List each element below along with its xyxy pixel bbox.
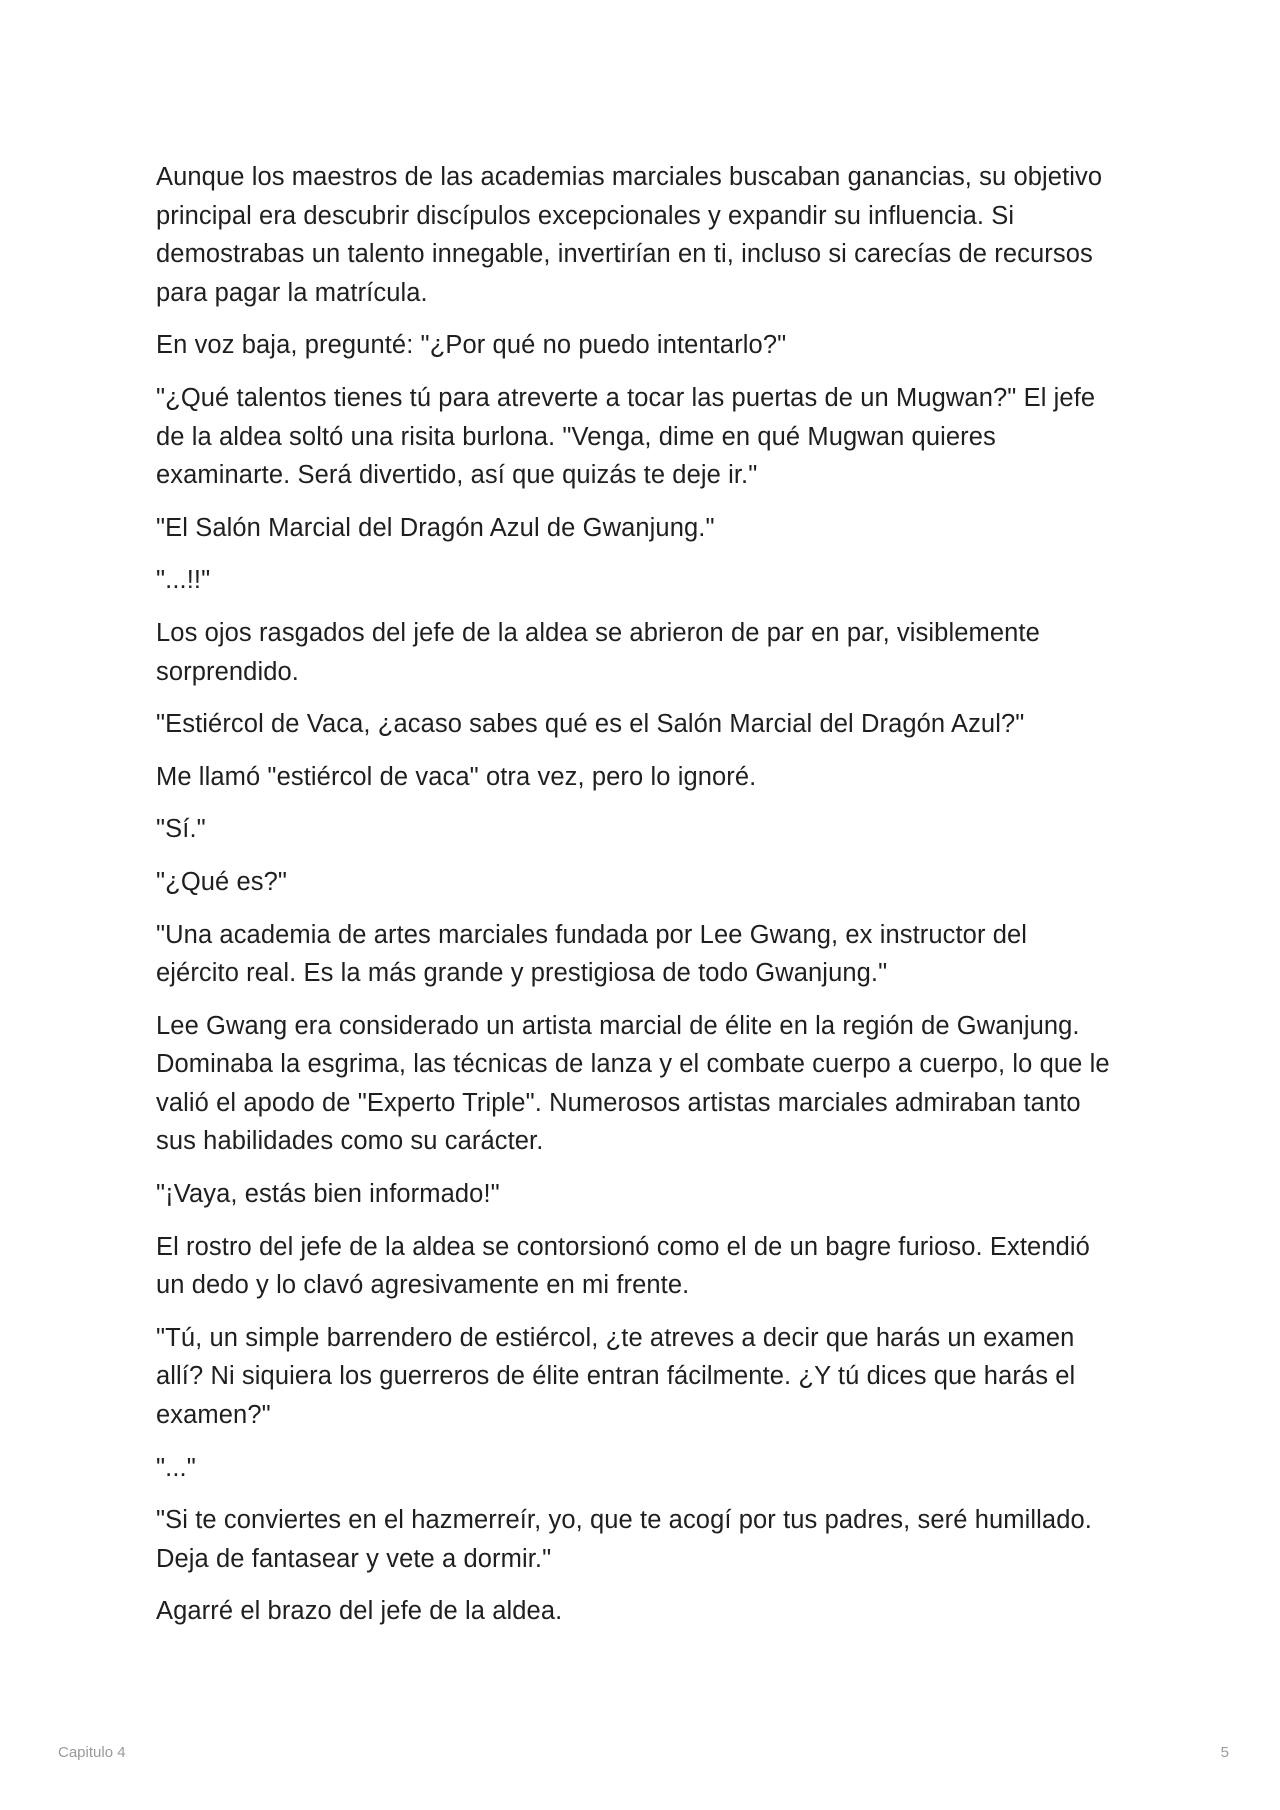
- paragraph: Lee Gwang era considerado un artista marcial de élite en la región de Gwanjung. Dominaba la esgrima, las técnicas de lanza y el combate cuerpo a cuerpo, lo que le valió el apodo de "Experto Triple". Numerosos artistas marciales admiraban tanto sus habilidades como su carácter.: [156, 1011, 1110, 1156]
- footer-chapter: Capitulo 4: [58, 1744, 126, 1761]
- paragraph: "Si te conviertes en el hazmerreír, yo, que te acogí por tus padres, seré humillado. Deja de fantasear y vete a dormir.": [156, 1506, 1092, 1573]
- page-body: [156, 158, 1116, 1645]
- paragraph: "Estiércol de Vaca, ¿acaso sabes qué es el Salón Marcial del Dragón Azul?": [156, 710, 1025, 739]
- paragraph: En voz baja, pregunté: "¿Por qué no puedo intentarlo?": [156, 331, 787, 360]
- paragraph: Aunque los maestros de las academias marciales buscaban ganancias, su objetivo principal era descubrir discípulos excepcionales y expandir su influencia. Si demostrabas un talento innegable, invertirían en ti, incluso si carecías de recursos para pagar la matrícula.: [156, 163, 1103, 307]
- paragraph: "Sí.": [156, 815, 206, 844]
- paragraph: Los ojos rasgados del jefe de la aldea se abrieron de par en par, visiblemente sorprendido.: [156, 618, 1040, 686]
- paragraph: "El Salón Marcial del Dragón Azul de Gwanjung.": [156, 513, 715, 542]
- paragraph: El rostro del jefe de la aldea se contorsionó como el de un bagre furioso. Extendió un dedo y lo clavó agresivamente en mi frente.: [156, 1232, 1090, 1300]
- footer-page-number: 5: [1220, 1744, 1229, 1761]
- paragraph: Me llamó "estiércol de vaca" otra vez, pero lo ignoré.: [156, 762, 757, 791]
- paragraph: "Una academia de artes marciales fundada por Lee Gwang, ex instructor del ejército real. Es la más grande y prestigiosa de todo Gwanjung.": [156, 920, 1028, 988]
- paragraph: "Tú, un simple barrendero de estiércol, ¿te atreves a decir que harás un examen allí? Ni siquiera los guerreros de élite entran fácilmente. ¿Y tú dices que harás el examen?": [156, 1323, 1076, 1430]
- paragraph: Agarré el brazo del jefe de la aldea.: [156, 1597, 563, 1626]
- paragraph: "¿Qué es?": [156, 867, 288, 896]
- paragraph: "¿Qué talentos tienes tú para atreverte a tocar las puertas de un Mugwan?" El jefe de la aldea soltó una risita burlona. "Venga, dime en qué Mugwan quieres examinarte. Será divertido, así que quizás te deje ir.": [156, 383, 1096, 490]
- paragraph: "¡Vaya, estás bien informado!": [156, 1180, 500, 1209]
- paragraph: "...": [156, 1453, 196, 1482]
- paragraph: "...!!": [156, 566, 211, 595]
